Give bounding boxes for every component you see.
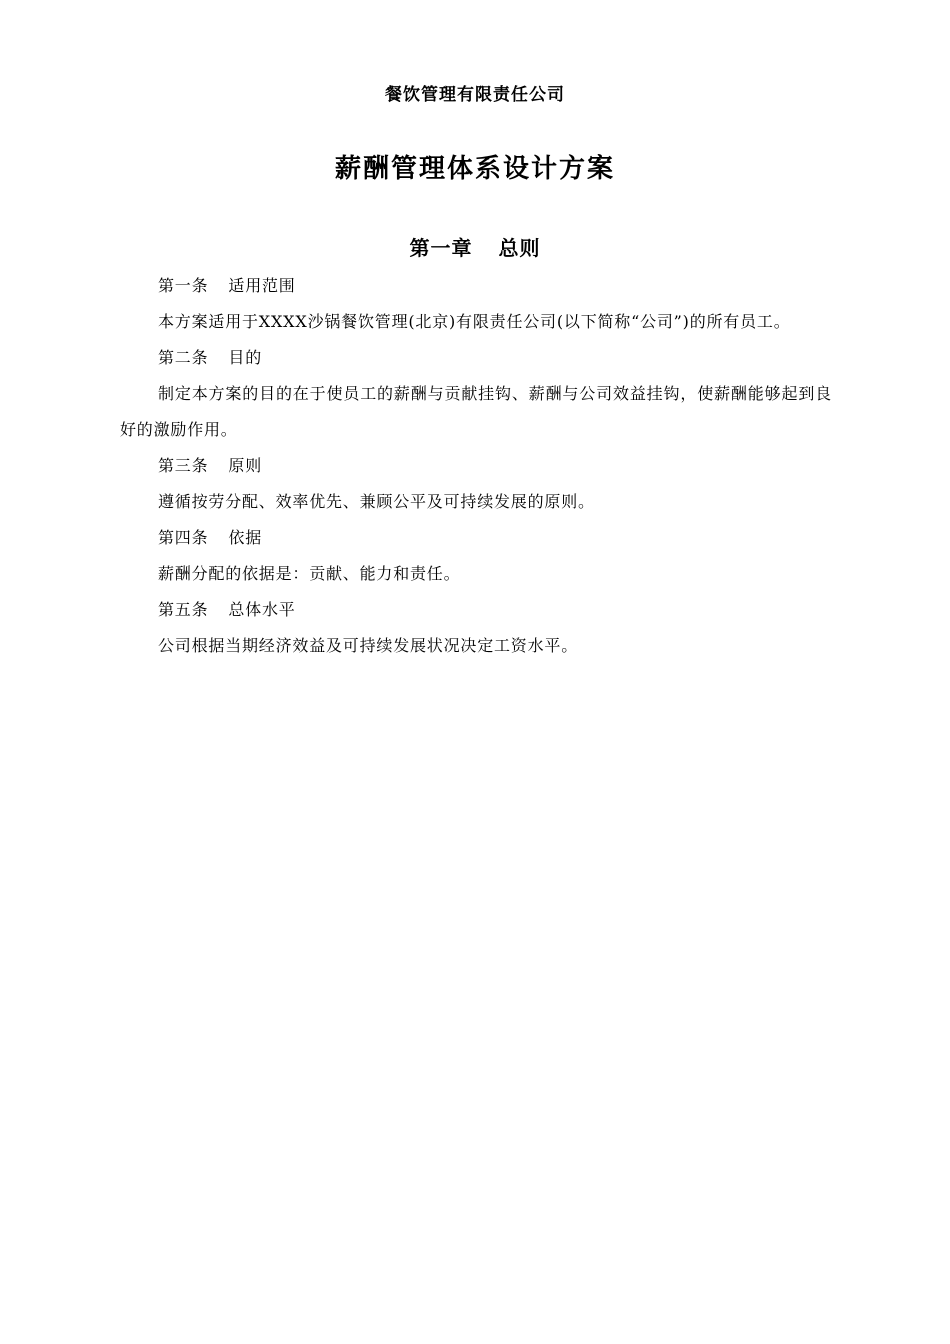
- article-number: 第三条: [158, 456, 209, 475]
- chapter-heading: [0, 232, 950, 261]
- article-paragraph-2: 制定本方案的目的在于使员工的薪酬与贡献挂钩、薪酬与公司效益挂钩，使薪酬能够起到良好的激励作用。: [120, 384, 832, 439]
- article-paragraph-1: 本方案适用于XXXX沙锅餐饮管理(北京)有限责任公司(以下简称“公司”)的所有员工。: [158, 312, 791, 331]
- article-paragraph-5: 公司根据当期经济效益及可持续发展状况决定工资水平。: [158, 636, 579, 655]
- article-heading-4: [120, 520, 832, 556]
- article-title: 适用范围: [228, 276, 296, 295]
- article-number: 第五条: [158, 600, 209, 619]
- article-title: 依据: [228, 528, 263, 547]
- chapter-name: 总则: [498, 236, 541, 260]
- chapter-number: 第一章: [409, 236, 473, 260]
- company-name: 餐饮管理有限责任公司: [385, 85, 565, 105]
- article-number: 第一条: [158, 276, 209, 295]
- article-title: 总体水平: [228, 600, 296, 619]
- chapter-body: [120, 268, 832, 664]
- article-number: 第二条: [158, 348, 209, 367]
- article-number: 第四条: [158, 528, 209, 547]
- article-title: 目的: [228, 348, 263, 367]
- article-title: 原则: [228, 456, 263, 475]
- article-heading-5: [120, 592, 832, 628]
- article-heading-3: [120, 448, 832, 484]
- article-heading-1: [120, 268, 832, 304]
- article-heading-2: [120, 340, 832, 376]
- document-title: 薪酬管理体系设计方案: [334, 154, 615, 184]
- article-paragraph-3: 遵循按劳分配、效率优先、兼顾公平及可持续发展的原则。: [158, 492, 595, 511]
- article-paragraph-4: 薪酬分配的依据是：贡献、能力和责任。: [158, 564, 461, 583]
